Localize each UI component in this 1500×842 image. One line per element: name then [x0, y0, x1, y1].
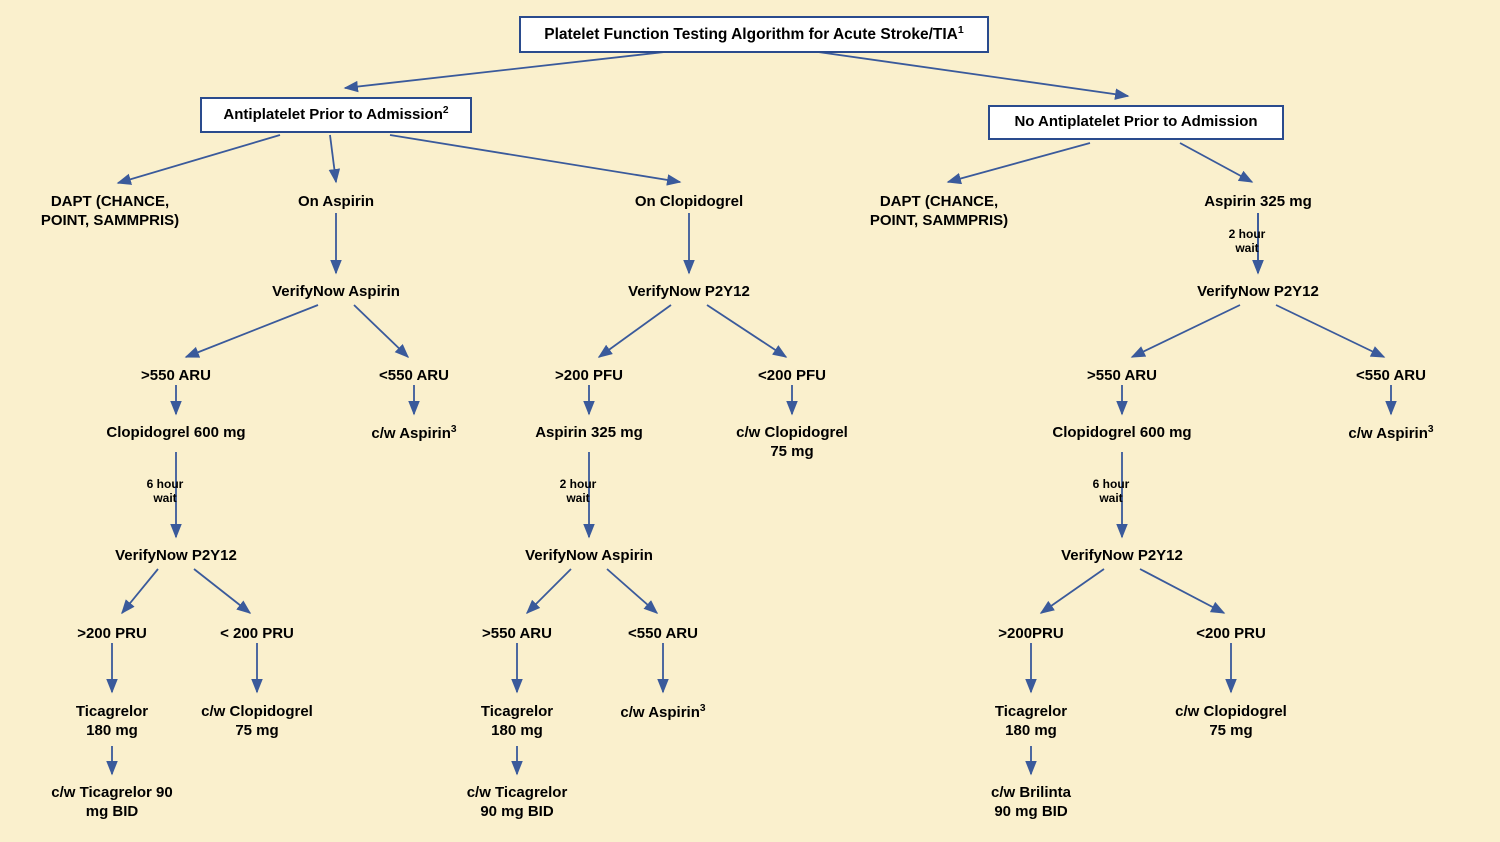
- node-cw-aspirin-left: c/w Aspirin$^3$: [371, 424, 457, 442]
- footnote-marker-3b: 3: [1427, 424, 1434, 435]
- node-ticagrelor-mid: Ticagrelor 180 mg: [480, 703, 554, 739]
- node-threshold-gt550-right: >550 ARU: [1087, 367, 1157, 384]
- node-threshold-lt200pru-left: < 200 PRU: [220, 625, 294, 642]
- node-left-dapt: DAPT (CHANCE, POINT, SAMMPRIS): [40, 193, 180, 229]
- node-title: Platelet Function Testing Algorithm for Acute Stroke/TIA$^1$: [519, 16, 989, 53]
- node-threshold-gt200pru-left: >200 PRU: [77, 625, 147, 642]
- wait-label-2hour-mid: 2 hour wait: [559, 477, 597, 505]
- node-aspirin-325-mid: Aspirin 325 mg: [535, 424, 643, 441]
- node-ticagrelor-left: Ticagrelor 180 mg: [75, 703, 149, 739]
- node-threshold-lt200pfu: <200 PFU: [758, 367, 826, 384]
- node-verifynow-p2y12-mid: VerifyNow P2Y12: [628, 283, 750, 300]
- footnote-marker-2: 2: [442, 105, 449, 116]
- node-on-aspirin: On Aspirin: [297, 193, 375, 210]
- node-cw-clopidogrel-left: c/w Clopidogrel 75 mg: [201, 703, 313, 739]
- node-cw-ticagrelor-left: c/w Ticagrelor 90 mg BID: [51, 784, 173, 820]
- node-cw-clopidogrel-right: c/w Clopidogrel 75 mg: [1175, 703, 1287, 739]
- node-threshold-gt200pfu: >200 PFU: [555, 367, 623, 384]
- footnote-marker-3c: 3: [699, 703, 706, 714]
- node-threshold-lt550-right: <550 ARU: [1356, 367, 1426, 384]
- node-threshold-lt200pru-right: <200 PRU: [1196, 625, 1266, 642]
- node-threshold-gt550-mid2: >550 ARU: [482, 625, 552, 642]
- wait-label-6hour-left: 6 hour wait: [146, 477, 184, 505]
- node-right-dapt: DAPT (CHANCE, POINT, SAMMPRIS): [869, 193, 1009, 229]
- node-clopidogrel-600-right: Clopidogrel 600 mg: [1052, 424, 1192, 441]
- node-no-antiplatelet-prior: No Antiplatelet Prior to Admission: [988, 105, 1284, 140]
- node-cw-brilinta-right: c/w Brilinta 90 mg BID: [990, 784, 1072, 820]
- footnote-marker-3: 3: [450, 424, 457, 435]
- node-threshold-lt550-mid2: <550 ARU: [628, 625, 698, 642]
- footnote-marker-1: 1: [957, 24, 964, 36]
- node-verifynow-aspirin-mid2: VerifyNow Aspirin: [525, 547, 653, 564]
- node-cw-ticagrelor-mid: c/w Ticagrelor 90 mg BID: [466, 784, 568, 820]
- wait-label-2hour-top-right: 2 hour wait: [1228, 227, 1266, 255]
- node-threshold-gt550-left: >550 ARU: [141, 367, 211, 384]
- node-aspirin-325: Aspirin 325 mg: [1204, 193, 1312, 210]
- node-cw-aspirin-mid2: c/w Aspirin$^3$: [620, 703, 706, 721]
- wait-label-6hour-right: 6 hour wait: [1092, 477, 1130, 505]
- node-cw-aspirin-right: c/w Aspirin$^3$: [1348, 424, 1434, 442]
- node-verifynow-p2y12-right: VerifyNow P2Y12: [1197, 283, 1319, 300]
- node-clopidogrel-600-left: Clopidogrel 600 mg: [106, 424, 246, 441]
- node-antiplatelet-prior: Antiplatelet Prior to Admission$^2$: [200, 97, 472, 133]
- node-verifynow-aspirin-left: VerifyNow Aspirin: [272, 283, 400, 300]
- node-ticagrelor-right: Ticagrelor 180 mg: [994, 703, 1068, 739]
- node-verifynow-p2y12-right2: VerifyNow P2Y12: [1061, 547, 1183, 564]
- node-cw-clopidogrel-mid: c/w Clopidogrel 75 mg: [736, 424, 848, 460]
- node-on-clopidogrel: On Clopidogrel: [634, 193, 744, 210]
- node-threshold-lt550-left: <550 ARU: [379, 367, 449, 384]
- node-threshold-gt200pru-right: >200PRU: [998, 625, 1064, 642]
- node-verifynow-p2y12-left2: VerifyNow P2Y12: [115, 547, 237, 564]
